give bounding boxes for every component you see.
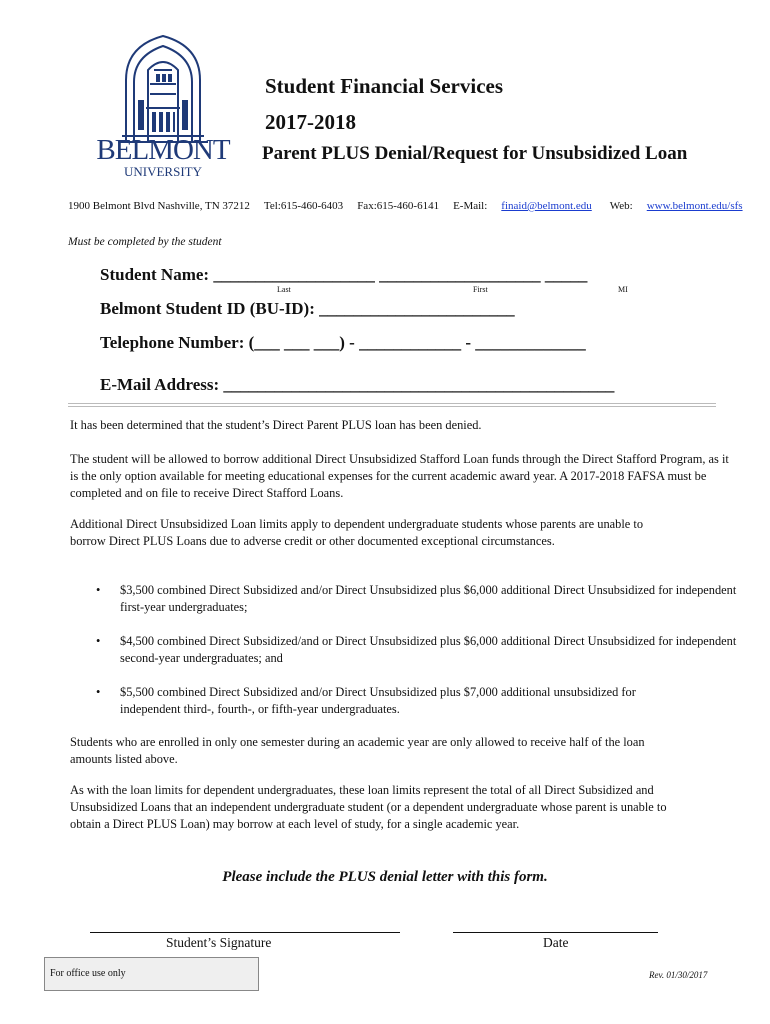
email-field[interactable]: E-Mail Address: ______________________________________________ (100, 375, 615, 394)
paragraph-limits: Additional Direct Unsubsidized Loan limits apply to dependent undergraduate students whose parents are unable to borrow Direct PLUS Loans due to adverse credit or other documented exceptional circumstances. (70, 517, 644, 548)
student-id-field[interactable]: Belmont Student ID (BU-ID): _______________________ (100, 299, 515, 318)
list-item (96, 582, 746, 616)
middle-initial-caption: MI (618, 285, 628, 294)
paragraph-denied: It has been determined that the student’s Direct Parent PLUS loan has been denied. (70, 418, 482, 432)
web-label: Web: (609, 200, 633, 212)
academic-year: 2017-2018 (265, 110, 356, 134)
instruction: Must be completed by the student (68, 236, 222, 248)
list-item-text: $4,500 combined Direct Subsidized/and or Direct Unsubsidized plus $6,000 additional Direct Unsubsidized for independent second-year undergraduates; and (120, 634, 737, 665)
page-title: Student Financial Services (265, 74, 504, 98)
signature-label: Student’s Signature (166, 935, 272, 950)
revision-date: Rev. 01/30/2017 (649, 970, 708, 980)
belmont-logo (88, 30, 238, 180)
email-link[interactable]: finaid@belmont.edu (501, 200, 592, 212)
fax: Fax:615-460-6141 (357, 200, 440, 212)
last-name-caption: Last (277, 285, 291, 294)
date-label: Date (543, 935, 569, 950)
logo-subtitle: UNIVERSITY (124, 164, 202, 179)
bullet-icon: • (96, 634, 101, 648)
loan-limit-list (96, 582, 746, 735)
paragraph-totals: As with the loan limits for dependent undergraduates, these loan limits represent the total of all Direct Subsidized and Unsubsidized Loans that an independent undergraduate student (or a dependent undergraduate whose parent is unable to obtain a Direct PLUS Loan) may borrow at each level of study, for a single academic year. (70, 783, 667, 831)
bullet-icon: • (96, 583, 101, 597)
logo-wordmark: BELMONT (96, 134, 230, 166)
web-link[interactable]: www.belmont.edu/sfs (646, 200, 743, 212)
list-item-text: $3,500 combined Direct Subsidized and/or Direct Unsubsidized plus $6,000 additional Direct Unsubsidized for independent first-year undergraduates; (120, 583, 737, 614)
telephone-field[interactable]: Telephone Number: (___ ___ ___) - ____________ - _____________ (100, 333, 586, 352)
paragraph-semester: Students who are enrolled in only one semester during an academic year are only allowed to receive half of the loan amounts listed above. (70, 735, 645, 766)
office-use-box (44, 957, 259, 991)
signature-line[interactable] (90, 932, 400, 933)
address: 1900 Belmont Blvd Nashville, TN 37212 (68, 200, 250, 212)
telephone: Tel:615-460-6403 (263, 200, 344, 212)
divider (68, 403, 716, 404)
divider (68, 406, 716, 407)
office-use-label: For office use only (50, 968, 126, 979)
email-label: E-Mail: (453, 200, 488, 212)
date-line[interactable] (453, 932, 658, 933)
paragraph-allowed: The student will be allowed to borrow additional Direct Unsubsidized Stafford Loan funds through the Direct Stafford Program, as it is the only option available for meeting educational expenses for the current academic award year. A 2017-2018 FAFSA must be completed and on file to receive Direct Stafford Loans. (70, 452, 729, 500)
student-name-field[interactable]: Student Name: ___________________ ___________________ _____ (100, 265, 588, 284)
form-title: Parent PLUS Denial/Request for Unsubsidized Loan (262, 143, 688, 164)
list-item-text: $5,500 combined Direct Subsidized and/or Direct Unsubsidized plus $7,000 additional unsubsidized for independent third-, fourth-, or fifth-year undergraduates. (120, 685, 636, 716)
list-item (96, 633, 746, 667)
contact-line (68, 200, 757, 212)
denial-letter-note: Please include the PLUS denial letter with this form. (222, 869, 548, 885)
bullet-icon: • (96, 685, 101, 699)
first-name-caption: First (473, 285, 488, 294)
list-item (96, 684, 640, 718)
